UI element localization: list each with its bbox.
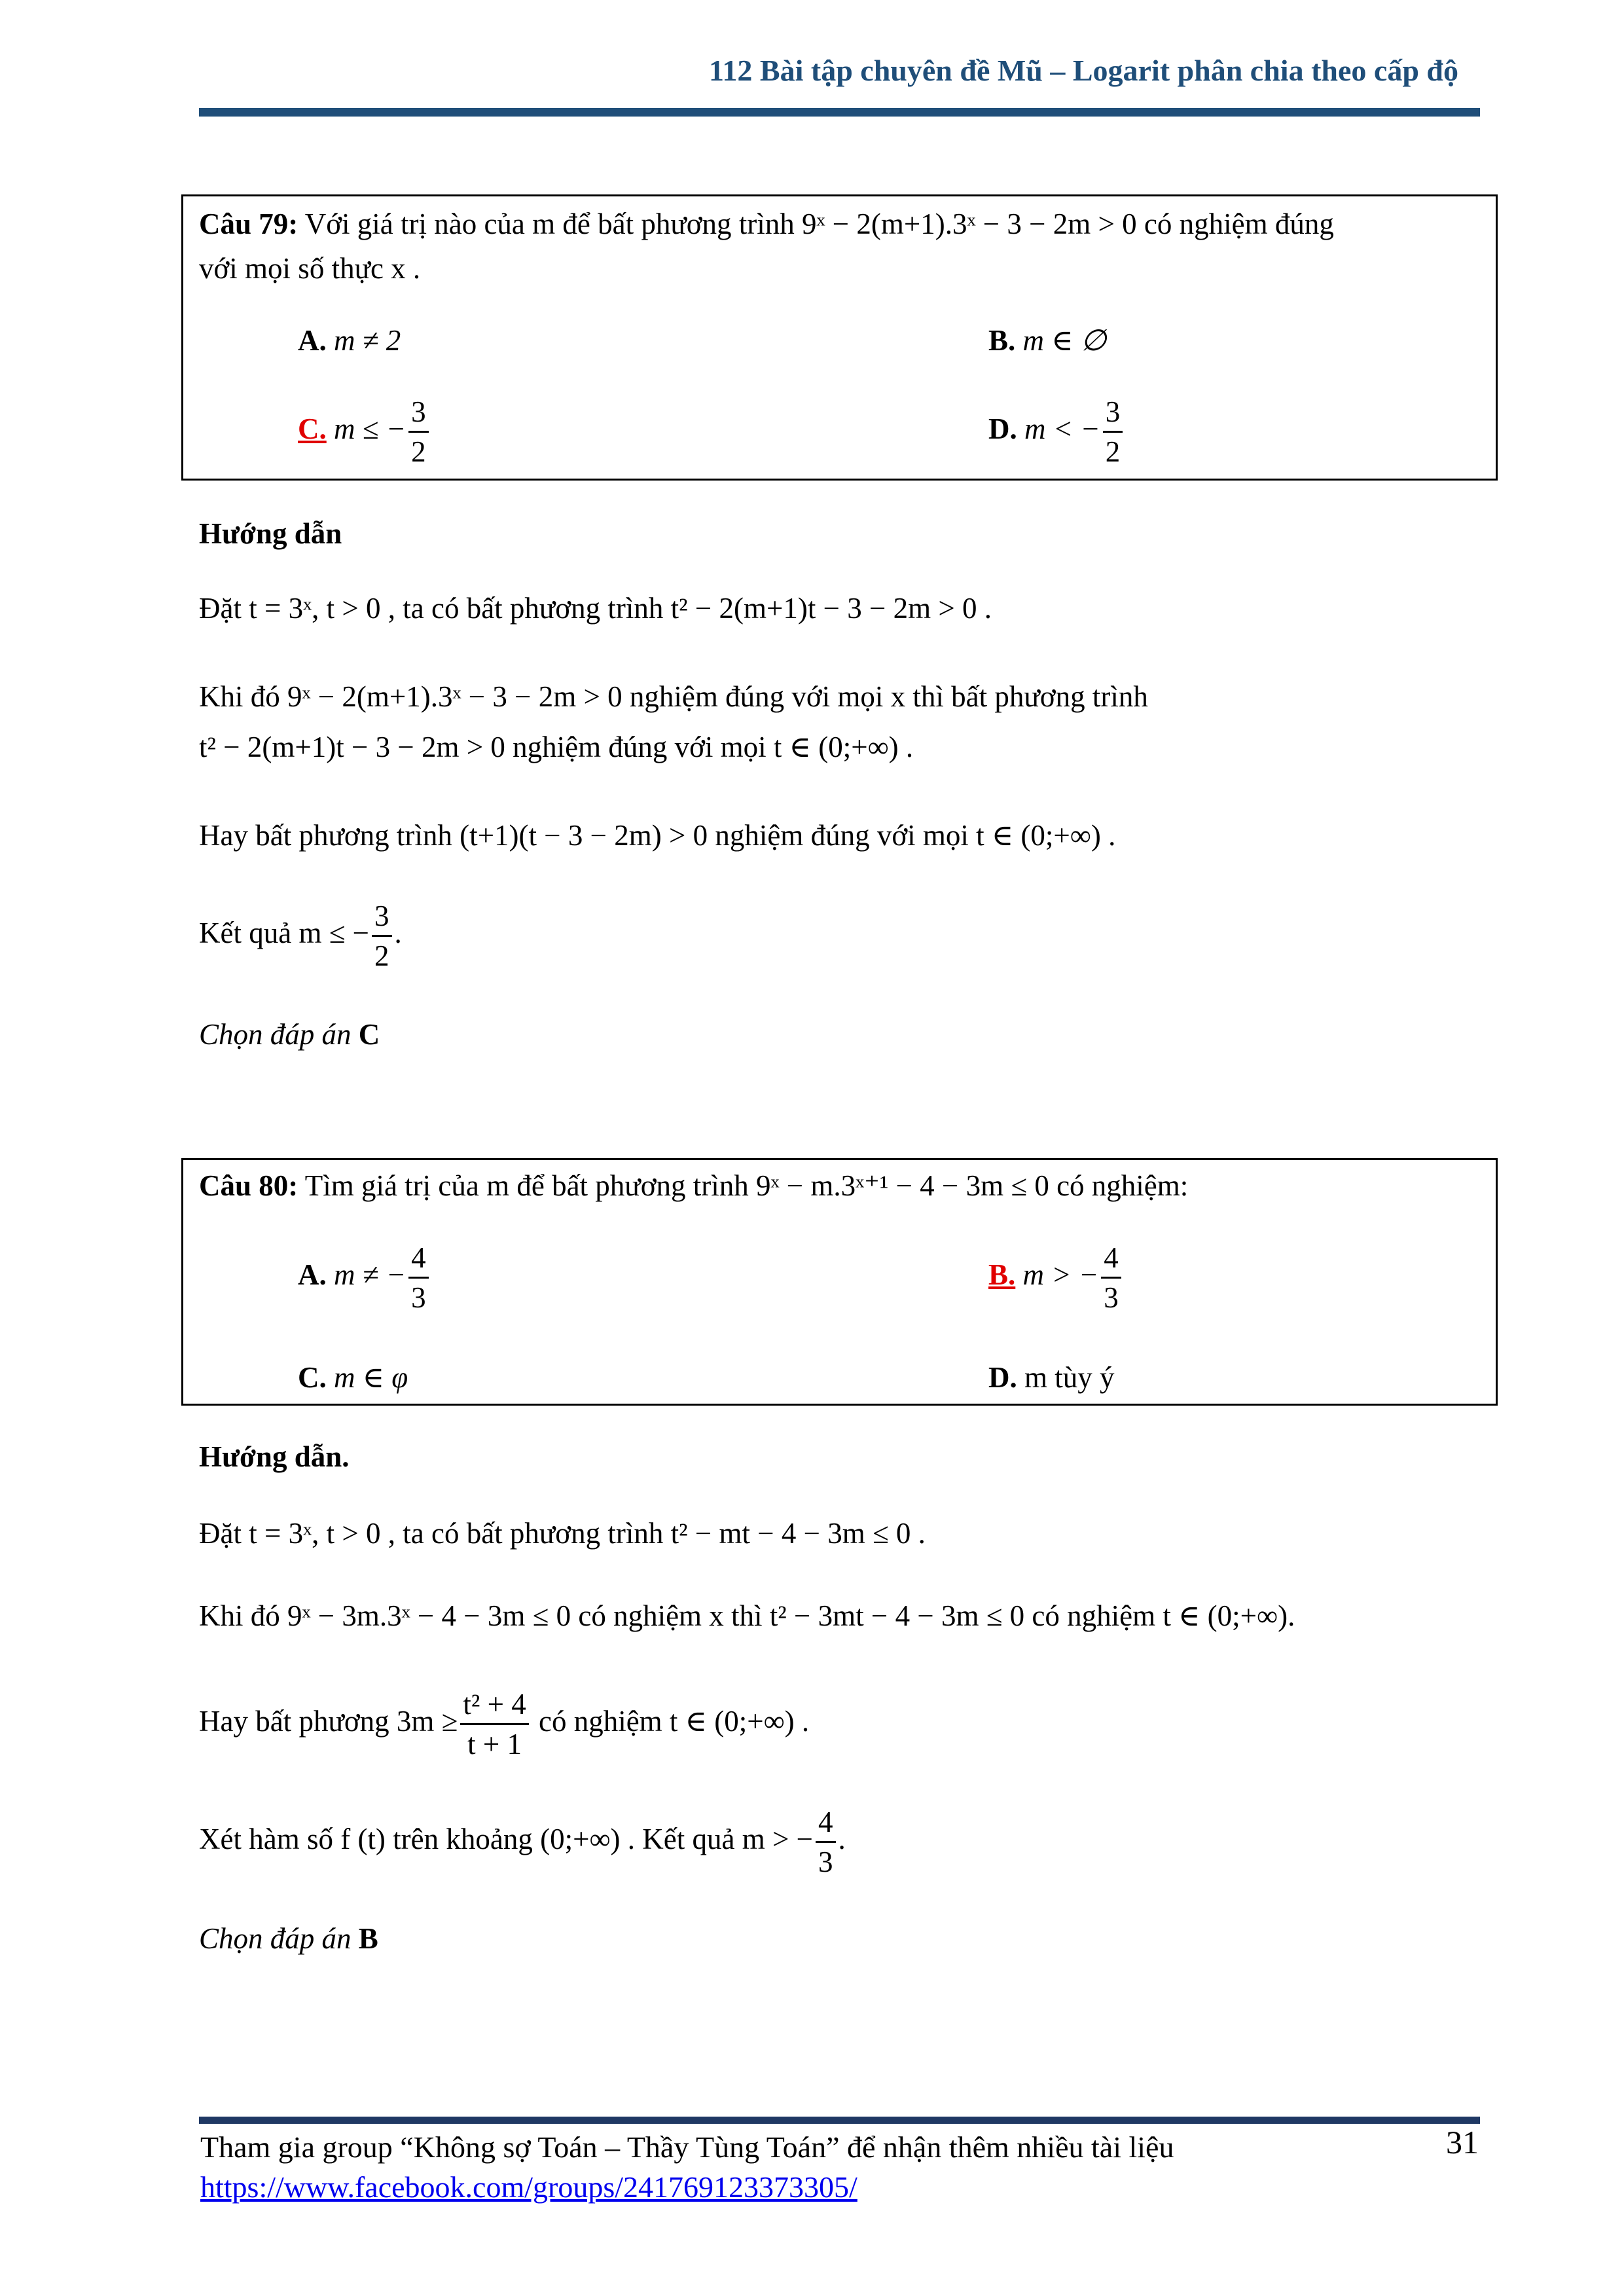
footer-divider bbox=[199, 2117, 1480, 2124]
question-80-text: Câu 80: Tìm giá trị của m để bất phương trình 9ˣ − m.3ˣ⁺¹ − 4 − 3m ≤ 0 có nghiệm: bbox=[199, 1169, 1189, 1202]
option-c-correct[interactable]: C. m ≤ − $\frac{3}{2}$ bbox=[298, 393, 431, 471]
guide-title: Hướng dẫn. bbox=[199, 1440, 350, 1473]
option-a[interactable]: A. m ≠ − $\frac{4}{3}$ bbox=[298, 1239, 431, 1317]
guide-line: Khi đó 9ˣ − 3m.3ˣ − 4 − 3m ≤ 0 có nghiệm x thì t² − 3mt − 4 − 3m ≤ 0 có nghiệm t ∈ (0;+∞). bbox=[199, 1599, 1295, 1632]
option-d[interactable]: D. m < − $\frac{3}{2}$ bbox=[988, 393, 1125, 471]
option-a[interactable]: A. m ≠ 2 bbox=[298, 324, 401, 357]
result-line: Xét hàm số f (t) trên khoảng (0;+∞) . Kết quả m > − $\frac{4}{3}$ . bbox=[199, 1803, 846, 1881]
question-label: Câu 79: bbox=[199, 208, 298, 240]
guide-line: t² − 2(m+1)t − 3 − 2m > 0 nghiệm đúng với mọi t ∈ (0;+∞) . bbox=[199, 731, 914, 763]
page-number: 31 bbox=[1446, 2124, 1479, 2160]
option-b-correct[interactable]: B. m > − $\frac{4}{3}$ bbox=[988, 1239, 1124, 1317]
guide-line: Đặt t = 3ˣ, t > 0 , ta có bất phương trình t² − 2(m+1)t − 3 − 2m > 0 . bbox=[199, 592, 992, 625]
option-d[interactable]: D. m tùy ý bbox=[988, 1361, 1115, 1394]
guide-line: Khi đó 9ˣ − 2(m+1).3ˣ − 3 − 2m > 0 nghiệm đúng với mọi x thì bất phương trình bbox=[199, 680, 1148, 713]
guide-title: Hướng dẫn bbox=[199, 517, 342, 550]
result-line: Kết quả m ≤ − $\frac{3}{2}$ . bbox=[199, 897, 402, 975]
option-c[interactable]: C. m ∈ φ bbox=[298, 1361, 408, 1394]
guide-line: Đặt t = 3ˣ, t > 0 , ta có bất phương trình t² − mt − 4 − 3m ≤ 0 . bbox=[199, 1517, 926, 1550]
option-b[interactable]: B. m ∈ ∅ bbox=[988, 324, 1107, 357]
question-79-text-2: với mọi số thực x . bbox=[199, 252, 421, 285]
question-79-text: Câu 79: Với giá trị nào của m để bất phương trình 9ˣ − 2(m+1).3ˣ − 3 − 2m > 0 có nghiệm đúng bbox=[199, 208, 1334, 240]
document-header-title: 112 Bài tập chuyên đề Mũ – Logarit phân chia theo cấp độ bbox=[708, 54, 1458, 87]
guide-line-fraction: Hay bất phương 3m ≥ $\frac{\text{t² + 4}}{t + 1}$ có nghiệm t ∈ (0;+∞) . bbox=[199, 1685, 809, 1763]
answer-line: Chọn đáp án B bbox=[199, 1922, 378, 1955]
guide-line: Hay bất phương trình (t+1)(t − 3 − 2m) > 0 nghiệm đúng với mọi t ∈ (0;+∞) . bbox=[199, 819, 1116, 852]
facebook-group-link[interactable]: https://www.facebook.com/groups/241769123373305/ bbox=[200, 2170, 857, 2204]
footer-text: Tham gia group “Không sợ Toán – Thầy Tùng Toán” để nhận thêm nhiều tài liệu bbox=[200, 2130, 1174, 2164]
header-divider bbox=[199, 108, 1480, 117]
answer-line: Chọn đáp án C bbox=[199, 1018, 380, 1051]
